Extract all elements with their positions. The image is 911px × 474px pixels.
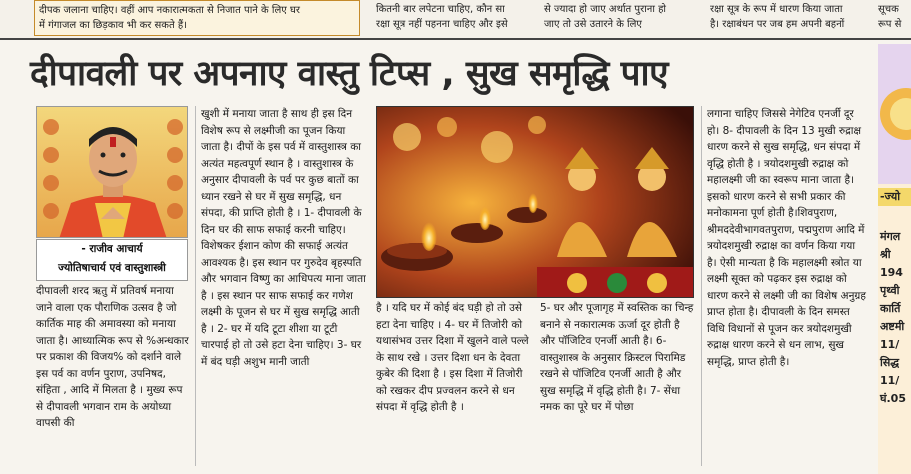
article-column-4 <box>540 300 695 468</box>
ad-line-10: 11/ <box>880 374 900 387</box>
article-column-4-text: 5- घर और पूजागृह में स्वस्तिक का चिन्ह बनाने से नकारात्मक ऊर्जा दूर होती है और पॉजिटिव एनर्जी आती है। 6- वास्तुशास्त्र के अनुसार क्रिस्टल पिरामिड रखने से पॉजिटिव एनर्जी आती है और सुख समृद्धि में वृद्धि होती है। 7- सेंधा नमक का पूरे घर में पोछा <box>540 302 694 413</box>
top-col-3-line-2: जाए तो उसे उतारने के लिए <box>544 19 642 30</box>
top-col-2-line-1: कितनी बार लपेटना चाहिए, कौन सा <box>376 4 505 15</box>
top-col-5-line-2: रूप से <box>878 19 902 30</box>
top-col-1 <box>34 0 360 36</box>
ad-line-6: कार्ति <box>880 302 901 315</box>
ad-line-2: मंगल <box>880 230 901 243</box>
article-column-1 <box>36 283 189 468</box>
top-col-4-line-2: है। रक्षाबंधन पर जब हम अपनी बहनों <box>710 19 845 30</box>
author-title: ज्योतिषाचार्य एवं वास्तुशास्त्री <box>58 262 166 274</box>
top-col-4-line-1: रक्षा सूत्र के रूप में धारण किया जाता <box>710 4 843 15</box>
ad-line-7: अष्टमी <box>880 320 905 333</box>
ad-line-11: घं.05 <box>880 392 906 405</box>
top-col-2-line-2: रक्षा सूत्र नहीं पहनना चाहिए और इसे <box>376 19 508 30</box>
ad-line-3: श्री <box>880 248 891 261</box>
article-column-5 <box>707 106 867 468</box>
top-col-2 <box>376 0 536 36</box>
article-column-2 <box>201 106 366 468</box>
article-column-5-text: लगाना चाहिए जिससे नेगेटिव एनर्जी दूर हो। 8- दीपावली के दिन 13 मुखी रुद्राक्ष धारण करने से सुख समृद्धि, धन संपदा में वृद्धि होती है । त्रयोदशमुखी रुद्राक्ष को महालक्ष्मी जी का स्वरूप माना जाता है। इसको धारण करने से सभी प्रकार की मनोकामना पूर्ण होती है।शिवपुराण, श्रीमददेवीभागवतपुराण, पद्मपुराण आदि में त्रयोदशमुखी रुद्राक्ष का वर्णन किया गया है। ऐसी मान्यता है कि महालक्ष्मी स्त्रोत या लक्ष्मी सूक्त को पढ़कर इस रुद्राक्ष को धारण करने से लक्ष्मी जी का विशेष अनुग्रह प्राप्त होता है। दीपावली के दिन समस्त विधि विधानों से पूजन कर त्रयोदशमुखी रुद्राक्ष धारण करने से धन लाभ, सुख समृद्धि, प्राप्त होती है। <box>707 108 866 368</box>
top-col-5-line-1: सूचक <box>878 4 899 15</box>
article-column-2-text: खुशी में मनाया जाता है साथ ही इस दिन विशेष रूप से लक्ष्मीजी का पूजन किया जाता है। दीपों के इस पर्व में वास्तुशास्त्र का अत्यंत महत्वपूर्ण स्थान है । वास्तुशास्त्र के अनुसार दीपावली के पर्व पर कुछ बातों का ध्यान रखने से घर में सुख समृद्धि, धन संपदा, की प्राप्ति होती है । 1- दीपावली के दिन घर की साफ सफाई करनी चाहिए। विशेषकर ईशान कोण की सफाई अत्यंत आवश्यक है। इस स्थान पर गुरुदेव बृहस्पति और भगवान विष्णु का आधिपत्य माना जाता है । इस स्थान पर साफ सफाई कर गणेश लक्ष्मी के पूजन से घर में सुख समृद्धि आती है । 2- घर में यदि टूटा शीशा या टूटी चारपाई हो तो उसे हटा देना चाहिए। 3- घर में बंद घड़ी अशुभ मानी जाती <box>201 108 366 368</box>
top-col-3-line-1: से ज्यादा हो जाए अर्थात पुराना हो <box>544 4 667 15</box>
adjacent-advertisement <box>878 44 911 474</box>
author-name: - राजीव आचार्य <box>81 243 143 255</box>
ad-line-5: पृथ्वी <box>880 284 900 297</box>
top-col-3 <box>544 0 699 36</box>
diwali-lakshmi-ganesh-image <box>376 106 694 298</box>
column-divider-2 <box>701 106 702 466</box>
article-column-3 <box>376 300 534 468</box>
previous-article-strip <box>0 0 911 40</box>
ad-line-4: 194 <box>880 266 903 279</box>
article-column-1-text: दीपावली शरद ऋतु में प्रतिवर्ष मनाया जाने वाला एक पौराणिक उत्सव है जो कार्तिक माह की अमावस्या को मनाया जाता है। आध्यात्मिक रूप से %अन्धकार पर प्रकाश की विजय% को दर्शाने वाले इस पर्व का वर्णन पुराण, उपनिषद, संहिता , आदि में मिलता है । मुख्य रूप से दीपावली भगवान राम के अयोध्या वापसी की <box>36 285 189 429</box>
author-caption <box>36 239 188 281</box>
article-headline: दीपावली पर अपनाए वास्तु टिप्स , सुख समृद्धि पाए <box>30 54 668 94</box>
adjacent-ad-graphic <box>878 44 911 184</box>
author-portrait-illustration <box>37 107 188 238</box>
author-photo <box>36 106 188 238</box>
top-col-1-line-2: में गंगाजल का छिड़काव भी कर सकते हैं। <box>39 20 187 31</box>
top-col-4 <box>710 0 870 36</box>
ad-line-8: 11/ <box>880 338 900 351</box>
ad-line-1: -ज्यो <box>878 188 911 206</box>
article-column-3-text: है । यदि घर में कोई बंद घड़ी हो तो उसे हटा देना चाहिए । 4- घर में तिजोरी को यथासंभव उत्तर दिशा में खुलने वाले पल्ले के साथ रखे । उत्तर दिशा धन के देवता कुबेर की दिशा है । इस दिशा में तिजोरी को रखकर दीप प्रज्वलन करने से धन संपदा में वृद्धि होती है । <box>376 302 529 413</box>
ad-line-9: सिद्ध <box>880 356 900 369</box>
diya-and-idols-illustration <box>377 107 694 298</box>
column-divider <box>195 106 196 466</box>
top-col-1-line-1: दीपक जलाना चाहिए। वहीं आप नकारात्मकता से निजात पाने के लिए घर <box>39 5 300 16</box>
top-col-5 <box>878 0 911 36</box>
